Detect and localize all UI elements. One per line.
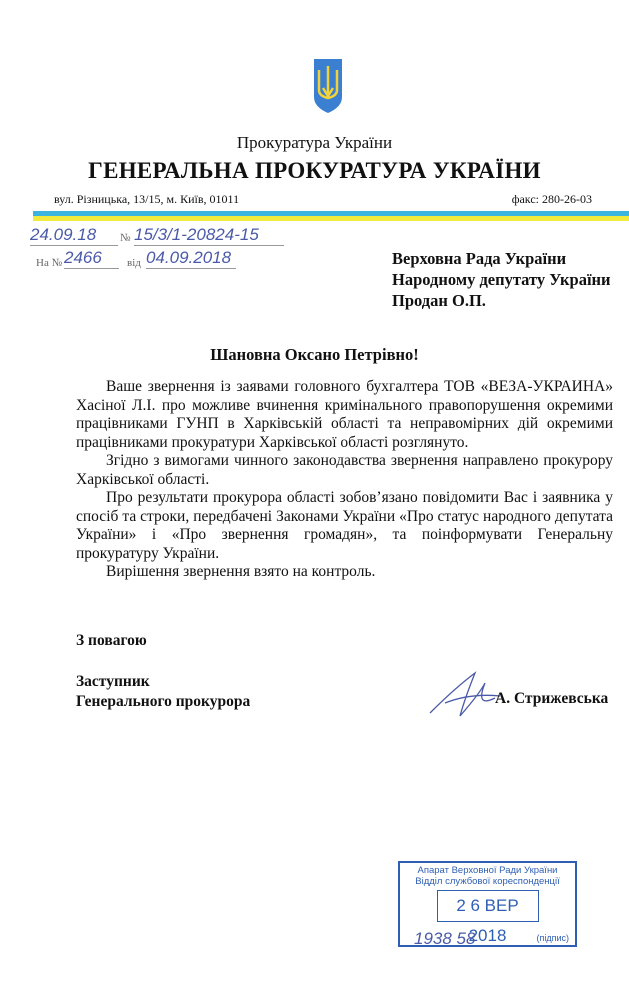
greeting: Шановна Оксано Петрівно! (210, 345, 419, 364)
position-line: Заступник (76, 673, 150, 690)
stamp-sign-label: (підпис) (536, 933, 569, 943)
outgoing-number: 15/3/1-20824-15 (134, 225, 284, 246)
stamp-date: 2 6 ВЕР 2018 (437, 890, 539, 922)
position-line: Генерального прокурора (76, 693, 251, 710)
letter-body (76, 378, 613, 582)
signature-icon (425, 668, 505, 720)
org-fax: факс: 280-26-03 (511, 192, 592, 206)
trident-emblem-icon (313, 58, 343, 114)
org-title: ГЕНЕРАЛЬНА ПРОКУРАТУРА УКРАЇНИ (88, 158, 541, 183)
body-paragraph: Про результати прокурора області зобов’язано повідомити Вас і заявника у спосіб та строки, передбачені Законами України «Про статус народного депутата України» і «Про звернення громадян», та поінформувати Генеральну прокуратуру України. (76, 489, 613, 562)
stamp-line: Апарат Верховної Ради України (417, 865, 558, 876)
body-paragraph: Ваше звернення із заявами головного бухгалтера ТОВ «ВЕЗА-УКРАИНА» Хасіної Л.І. про можливе вчинення кримінального правопорушення окремими працівниками ГУНП в Харківській області та неправомірних дій окремими працівниками прокуратури Харківської області розглянуто. (76, 378, 613, 451)
org-address: вул. Різницька, 13/15, м. Київ, 01011 (54, 192, 240, 206)
flag-stripe-yellow (33, 216, 629, 221)
recipient-line: Продан О.П. (392, 291, 486, 310)
recipient-block (392, 248, 611, 311)
number-label: № (120, 232, 131, 244)
reply-number: 2466 (64, 248, 119, 269)
body-paragraph: Вирішення звернення взято на контроль. (106, 563, 376, 580)
outgoing-date: 24.09.18 (30, 225, 118, 246)
org-subtitle: Прокуратура України (236, 133, 393, 152)
reply-label: На № (36, 257, 63, 269)
signatory-position (76, 672, 250, 712)
stamp-handwritten-number: 1938 58 (414, 929, 476, 948)
closing: З повагою (76, 632, 147, 649)
reply-date: 04.09.2018 (146, 248, 236, 269)
registration-stamp (398, 861, 577, 947)
stamp-line: Відділ службової кореспонденції (415, 876, 560, 887)
recipient-line: Верховна Рада України (392, 249, 567, 268)
signatory-name: А. Стрижевська (495, 690, 609, 707)
body-paragraph: Згідно з вимогами чинного законодавства звернення направлено прокурору Харківської області. (76, 452, 613, 488)
from-label: від (127, 257, 141, 269)
recipient-line: Народному депутату України (392, 270, 611, 289)
